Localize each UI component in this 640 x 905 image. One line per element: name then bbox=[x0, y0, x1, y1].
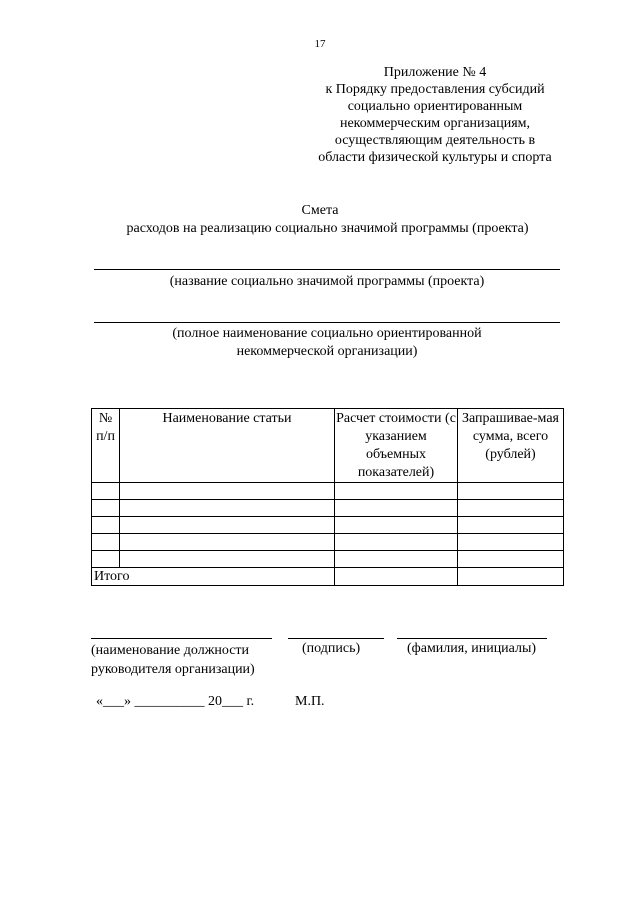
table-cell[interactable] bbox=[120, 483, 335, 500]
header-item-name: Наименование статьи bbox=[120, 409, 335, 483]
organization-caption-line: некоммерческой организации) bbox=[236, 344, 418, 359]
table-total-row bbox=[92, 568, 564, 586]
table-header-row bbox=[92, 409, 564, 483]
table-cell[interactable] bbox=[92, 500, 120, 517]
table-cell[interactable] bbox=[335, 534, 458, 551]
appendix-line: социально ориентированным bbox=[347, 99, 523, 114]
table-cell[interactable] bbox=[335, 500, 458, 517]
table-cell[interactable] bbox=[92, 517, 120, 534]
table-cell[interactable] bbox=[92, 483, 120, 500]
position-blank-line bbox=[91, 638, 272, 639]
table-cell[interactable] bbox=[120, 534, 335, 551]
program-name-blank-line bbox=[94, 269, 560, 270]
header-cost-calculation: Расчет стоимости (с указанием объемных показателей) bbox=[335, 409, 458, 483]
position-caption bbox=[91, 641, 255, 679]
date-field: «___» __________ 20___ г. bbox=[96, 694, 255, 709]
appendix-block bbox=[300, 64, 570, 166]
document-title: Смета bbox=[301, 203, 339, 218]
table-cell[interactable] bbox=[120, 551, 335, 568]
table-cell[interactable] bbox=[458, 568, 564, 586]
table-cell[interactable] bbox=[120, 500, 335, 517]
total-label: Итого bbox=[92, 568, 335, 586]
organization-name-blank-line bbox=[94, 322, 560, 323]
organization-caption-line: (полное наименование социально ориентированной bbox=[172, 326, 482, 341]
appendix-line: Приложение № 4 bbox=[383, 65, 487, 80]
program-name-caption: (название социально значимой программы (проекта) bbox=[169, 274, 485, 289]
header-item-number: № п/п bbox=[92, 409, 120, 483]
table-cell[interactable] bbox=[120, 517, 335, 534]
appendix-line: к Порядку предоставления субсидий bbox=[325, 82, 545, 97]
header-requested-amount: Запрашивае-мая сумма, всего (рублей) bbox=[458, 409, 564, 483]
table-cell[interactable] bbox=[458, 534, 564, 551]
full-name-blank-line bbox=[397, 638, 547, 639]
table-cell[interactable] bbox=[335, 551, 458, 568]
signature-blank-line bbox=[288, 638, 384, 639]
table-cell[interactable] bbox=[458, 483, 564, 500]
page-number: 17 bbox=[314, 38, 326, 50]
table-cell[interactable] bbox=[458, 500, 564, 517]
table-row bbox=[92, 534, 564, 551]
table-cell[interactable] bbox=[335, 568, 458, 586]
position-caption-line: (наименование должности bbox=[91, 643, 250, 658]
table-row bbox=[92, 517, 564, 534]
stamp-label: М.П. bbox=[295, 694, 325, 709]
table-cell[interactable] bbox=[335, 517, 458, 534]
organization-name-caption bbox=[94, 325, 560, 361]
signature-caption: (подпись) bbox=[302, 641, 361, 656]
table-row bbox=[92, 551, 564, 568]
position-caption-line: руководителя организации) bbox=[91, 662, 255, 677]
appendix-line: некоммерческим организациям, bbox=[339, 116, 531, 131]
table-cell[interactable] bbox=[92, 551, 120, 568]
table-row bbox=[92, 500, 564, 517]
cost-estimate-table bbox=[91, 408, 564, 586]
table-row bbox=[92, 483, 564, 500]
table-cell[interactable] bbox=[335, 483, 458, 500]
table-cell[interactable] bbox=[458, 517, 564, 534]
appendix-line: области физической культуры и спорта bbox=[318, 150, 552, 165]
table-cell[interactable] bbox=[458, 551, 564, 568]
table-cell[interactable] bbox=[92, 534, 120, 551]
document-subtitle: расходов на реализацию социально значимой программы (проекта) bbox=[126, 221, 529, 236]
appendix-line: осуществляющим деятельность в bbox=[334, 133, 536, 148]
full-name-caption: (фамилия, инициалы) bbox=[407, 641, 537, 656]
